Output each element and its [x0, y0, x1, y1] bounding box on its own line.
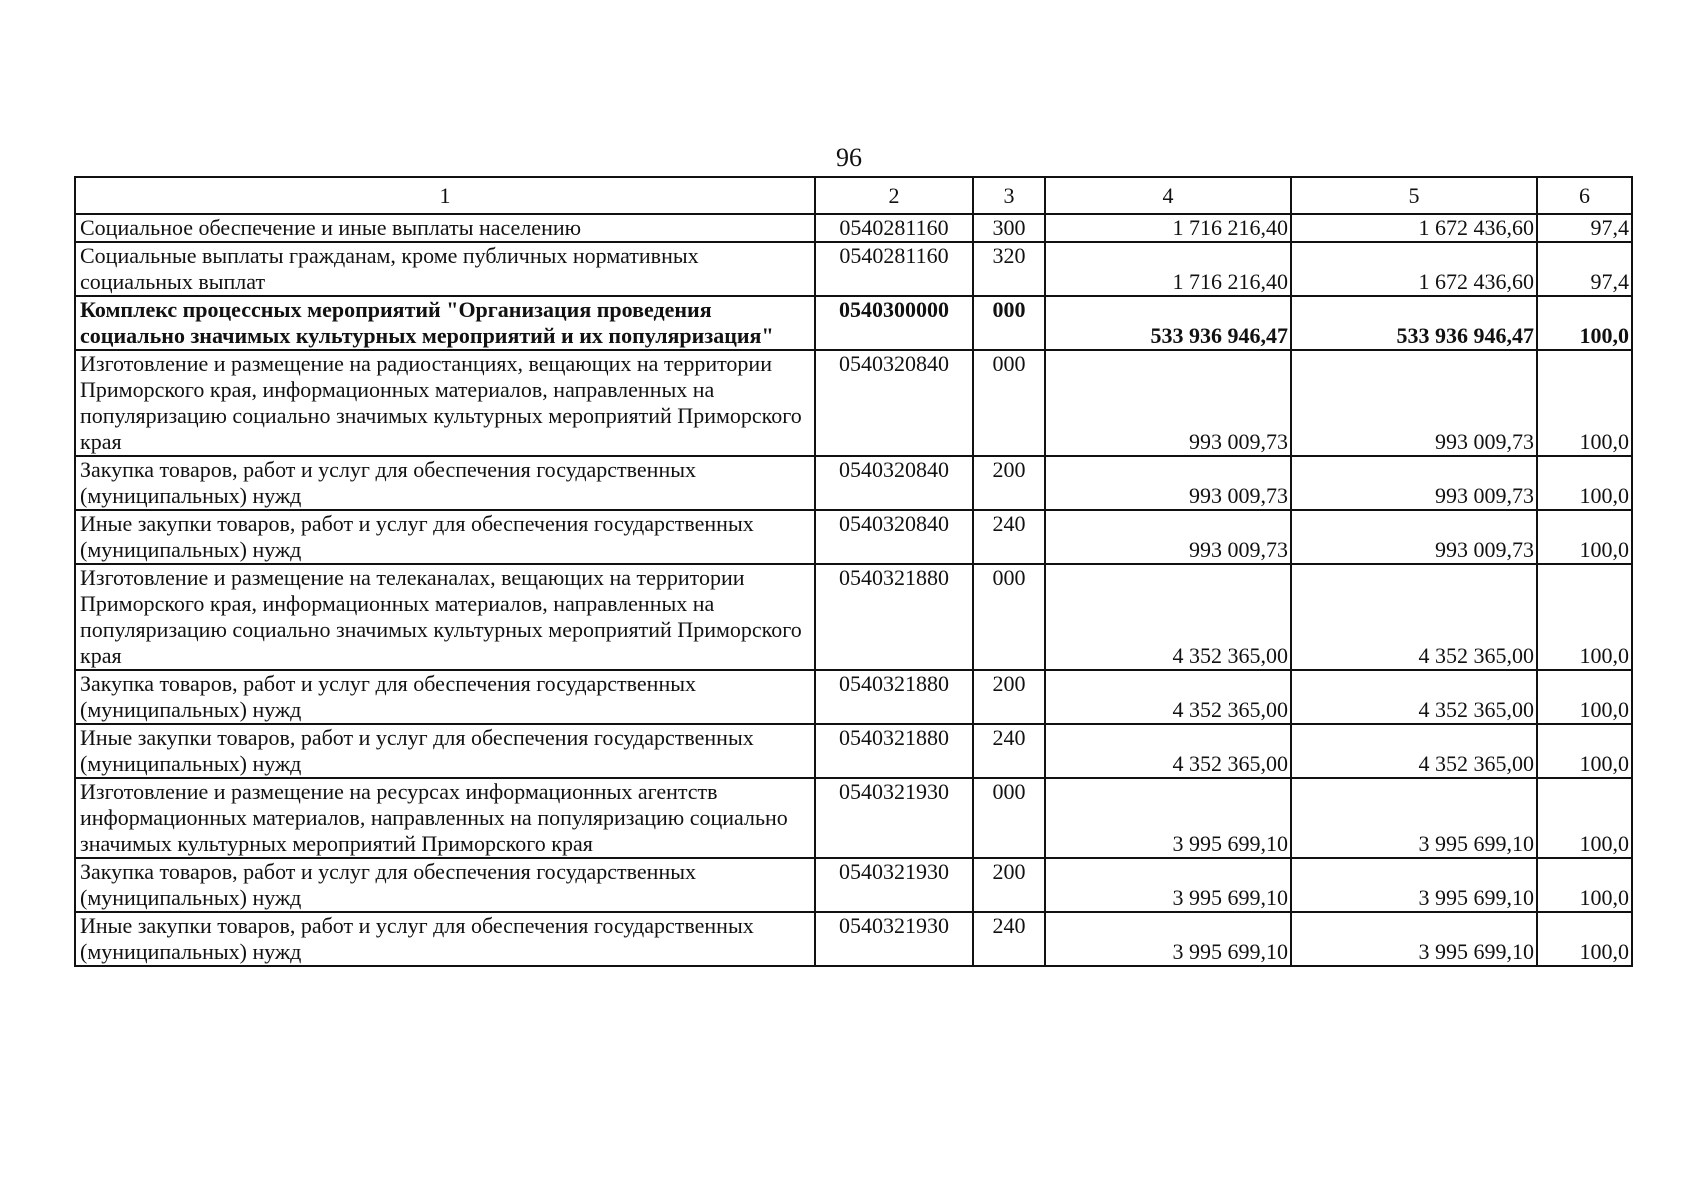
header-col-6: 6 — [1537, 177, 1632, 214]
row-code-cell: 0540321880 — [815, 724, 973, 778]
row-percent-cell: 97,4 — [1537, 214, 1632, 242]
row-name-cell: Социальные выплаты гражданам, кроме публичных нормативных социальных выплат — [75, 242, 815, 296]
row-percent-cell: 100,0 — [1537, 724, 1632, 778]
table-row — [75, 242, 1632, 296]
row-executed-cell: 1 672 436,60 — [1291, 242, 1537, 296]
row-percent-cell: 100,0 — [1537, 350, 1632, 456]
row-name-cell: Социальное обеспечение и иные выплаты населению — [75, 214, 815, 242]
row-name-cell: Комплекс процессных мероприятий "Организация проведения социально значимых культурных мероприятий и их популяризация" — [75, 296, 815, 350]
row-code-cell: 0540321930 — [815, 858, 973, 912]
row-planned-cell: 3 995 699,10 — [1045, 912, 1291, 966]
row-percent-cell: 100,0 — [1537, 778, 1632, 858]
table-row — [75, 214, 1632, 242]
table-row — [75, 724, 1632, 778]
row-code-cell: 0540281160 — [815, 214, 973, 242]
table-body — [75, 177, 1632, 966]
table-row — [75, 858, 1632, 912]
row-planned-cell: 993 009,73 — [1045, 350, 1291, 456]
page-number: 96 — [836, 143, 862, 172]
row-planned-cell: 3 995 699,10 — [1045, 778, 1291, 858]
row-code-cell: 0540321930 — [815, 912, 973, 966]
row-percent-cell: 100,0 — [1537, 670, 1632, 724]
row-percent-cell: 97,4 — [1537, 242, 1632, 296]
row-type-cell: 200 — [973, 858, 1045, 912]
table-row — [75, 670, 1632, 724]
row-name-cell: Закупка товаров, работ и услуг для обеспечения государственных (муниципальных) нужд — [75, 858, 815, 912]
row-percent-cell: 100,0 — [1537, 564, 1632, 670]
row-code-cell: 0540321880 — [815, 670, 973, 724]
table-row — [75, 778, 1632, 858]
row-name-cell: Изготовление и размещение на ресурсах информационных агентств информационных материалов, направленных на популяризацию социально значимых культурных мероприятий Приморского края — [75, 778, 815, 858]
row-type-cell: 240 — [973, 724, 1045, 778]
row-type-cell: 320 — [973, 242, 1045, 296]
row-planned-cell: 4 352 365,00 — [1045, 564, 1291, 670]
table-row — [75, 296, 1632, 350]
row-executed-cell: 993 009,73 — [1291, 510, 1537, 564]
row-executed-cell: 3 995 699,10 — [1291, 858, 1537, 912]
header-col-3: 3 — [973, 177, 1045, 214]
row-planned-cell: 4 352 365,00 — [1045, 670, 1291, 724]
row-code-cell: 0540300000 — [815, 296, 973, 350]
table-row — [75, 912, 1632, 966]
row-type-cell: 000 — [973, 350, 1045, 456]
row-code-cell: 0540320840 — [815, 350, 973, 456]
header-col-4: 4 — [1045, 177, 1291, 214]
row-code-cell: 0540320840 — [815, 456, 973, 510]
row-type-cell: 240 — [973, 912, 1045, 966]
header-col-1: 1 — [75, 177, 815, 214]
row-name-cell: Иные закупки товаров, работ и услуг для обеспечения государственных (муниципальных) нужд — [75, 912, 815, 966]
row-percent-cell: 100,0 — [1537, 296, 1632, 350]
row-percent-cell: 100,0 — [1537, 510, 1632, 564]
table-row — [75, 510, 1632, 564]
row-planned-cell: 993 009,73 — [1045, 510, 1291, 564]
table-header-row — [75, 177, 1632, 214]
budget-table — [74, 176, 1633, 967]
row-executed-cell: 993 009,73 — [1291, 456, 1537, 510]
row-percent-cell: 100,0 — [1537, 858, 1632, 912]
row-type-cell: 200 — [973, 670, 1045, 724]
header-col-5: 5 — [1291, 177, 1537, 214]
row-percent-cell: 100,0 — [1537, 456, 1632, 510]
table-row — [75, 350, 1632, 456]
row-executed-cell: 3 995 699,10 — [1291, 778, 1537, 858]
row-executed-cell: 3 995 699,10 — [1291, 912, 1537, 966]
row-type-cell: 200 — [973, 456, 1045, 510]
row-code-cell: 0540321930 — [815, 778, 973, 858]
header-col-2: 2 — [815, 177, 973, 214]
row-name-cell: Изготовление и размещение на радиостанциях, вещающих на территории Приморского края, информационных материалов, направленных на популяризацию социально значимых культурных мероприятий Приморского края — [75, 350, 815, 456]
row-planned-cell: 533 936 946,47 — [1045, 296, 1291, 350]
row-name-cell: Иные закупки товаров, работ и услуг для обеспечения государственных (муниципальных) нужд — [75, 510, 815, 564]
table-row — [75, 456, 1632, 510]
row-planned-cell: 1 716 216,40 — [1045, 242, 1291, 296]
row-type-cell: 000 — [973, 564, 1045, 670]
row-executed-cell: 4 352 365,00 — [1291, 724, 1537, 778]
row-type-cell: 000 — [973, 296, 1045, 350]
row-type-cell: 240 — [973, 510, 1045, 564]
row-planned-cell: 3 995 699,10 — [1045, 858, 1291, 912]
row-executed-cell: 993 009,73 — [1291, 350, 1537, 456]
row-type-cell: 000 — [973, 778, 1045, 858]
row-planned-cell: 4 352 365,00 — [1045, 724, 1291, 778]
row-type-cell: 300 — [973, 214, 1045, 242]
row-name-cell: Изготовление и размещение на телеканалах, вещающих на территории Приморского края, информационных материалов, направленных на популяризацию социально значимых культурных мероприятий Приморского края — [75, 564, 815, 670]
row-executed-cell: 4 352 365,00 — [1291, 670, 1537, 724]
row-planned-cell: 993 009,73 — [1045, 456, 1291, 510]
row-name-cell: Закупка товаров, работ и услуг для обеспечения государственных (муниципальных) нужд — [75, 456, 815, 510]
row-executed-cell: 1 672 436,60 — [1291, 214, 1537, 242]
row-name-cell: Иные закупки товаров, работ и услуг для обеспечения государственных (муниципальных) нужд — [75, 724, 815, 778]
row-executed-cell: 4 352 365,00 — [1291, 564, 1537, 670]
row-name-cell: Закупка товаров, работ и услуг для обеспечения государственных (муниципальных) нужд — [75, 670, 815, 724]
row-code-cell: 0540281160 — [815, 242, 973, 296]
row-planned-cell: 1 716 216,40 — [1045, 214, 1291, 242]
row-percent-cell: 100,0 — [1537, 912, 1632, 966]
table-row — [75, 564, 1632, 670]
row-executed-cell: 533 936 946,47 — [1291, 296, 1537, 350]
row-code-cell: 0540320840 — [815, 510, 973, 564]
row-code-cell: 0540321880 — [815, 564, 973, 670]
